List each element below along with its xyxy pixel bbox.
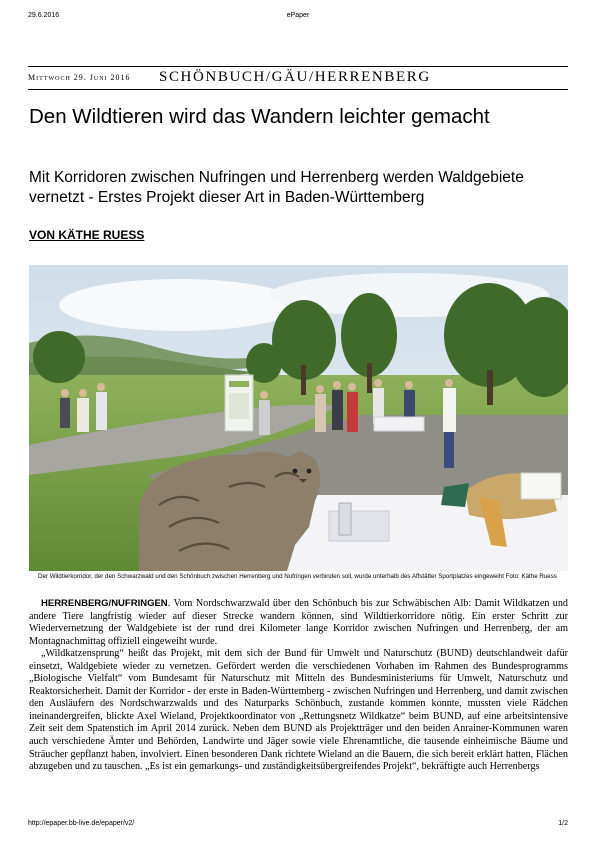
dateline: HERRENBERG/NUFRINGEN [41, 598, 168, 609]
paragraph-1-text: . Vom Nordschwarzwald über den Schönbuch bis zur Schwäbischen Alb: Damit Wildkatzen und andere Tiere langfristig wieder auf dieser Strecke wandern können, sind Wildtierkorridore nötig. Ein erster Schritt zur Wiedervernetzung der Waldgebiete ist der rund drei Kilometer lange Korridor zwischen Nufringen und Herrenberg, der am Montagnachmittag offiziell eingeweiht wurde. [29, 598, 568, 647]
print-date: 29.6.2016 [28, 12, 60, 19]
photo-illustration-icon [29, 265, 568, 571]
article-subhead: Mit Korridoren zwischen Nufringen und Herrenberg werden Waldgebiete vernetzt - Erstes Projekt dieser Art in Baden-Württemberg [29, 169, 524, 206]
page-url: http://epaper.bb-live.de/epaper/v2/ [28, 820, 135, 827]
page-footer [28, 820, 568, 832]
article-byline: VON KÄTHE RUESS [29, 228, 145, 242]
masthead-section: SCHÖNBUCH/GÄU/HERRENBERG [159, 69, 431, 85]
article-photo [29, 265, 568, 571]
article-headline: Den Wildtieren wird das Wandern leichter gemacht [29, 105, 490, 128]
paragraph-2: „Wildkatzensprung“ heißt das Projekt, mit dem sich der Bund für Umwelt und Naturschutz (BUND) deutschlandweit dafür einsetzt, Waldgebiete wieder zu vernetzen. Gefördert werden die verschiedenen Vorhaben im Rahmen des Bundesprogramms „Biologische Vielfalt“ vom Bundesamt für Naturschutz mit Mitteln des Bundesministeriums für Umwelt, Naturschutz und Reaktorsicherheit. Damit der Korridor - der erste in Baden-Württemberg - zwischen Nufringen und Herrenberg, und damit zwischen den Ausläufern des Nordschwarzwalds und des Naturparks Schönbuch, zustande kommen konnte, mussten viele Rädchen ineinandergreifen, blickte Axel Wieland, Projektkoordinator von „Rettungsnetz Wildkatze“ beim BUND, auf eine arbeitsintensive Zeit seit dem Spatenstich im April 2014 zurück. Neben dem BUND als Projektträger und den beiden Anrainer-Kommunen waren auch verschiedene Ämter und Behörden, Landwirte und Jäger sowie viele Ehrenamtliche, die tausende einheimische Bäume und Sträucher gepflanzt haben, involviert. Einen besonderen Dank richtete Wieland an die Bauern, die sich bereit erklärt hatten, Flächen abzugeben und zu tauschen. „Es ist ein gemarkungs- und zuständigkeitsübergreifendes Projekt“, bekräftigte auch Herrenbergs [29, 648, 568, 773]
paragraph-1 [29, 598, 568, 648]
page-number: 1/2 [558, 820, 568, 827]
page-header [28, 12, 568, 24]
masthead [28, 66, 568, 90]
print-title: ePaper [286, 12, 310, 19]
masthead-date: Mittwoch 29. Juni 2016 [28, 73, 131, 82]
article-body [29, 598, 568, 774]
photo-caption: Der Wildtierkorridor, der den Schwarzwald und den Schönbuch zwischen Herrenberg und Nufringen verbinden soll, wurde unterhalb des Affstätter Sportplatzes eingeweiht Foto: Käthe Ruess [38, 573, 557, 580]
